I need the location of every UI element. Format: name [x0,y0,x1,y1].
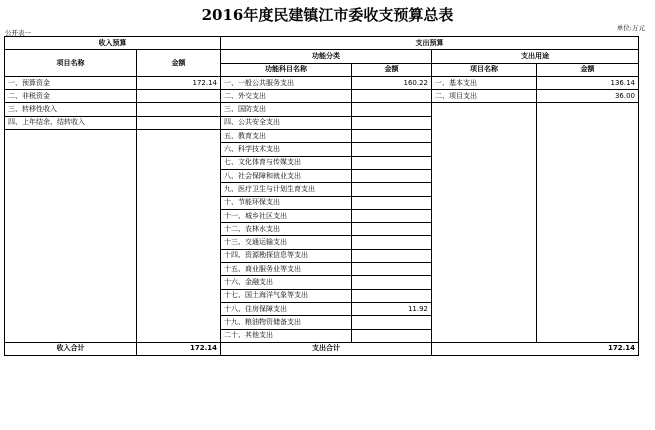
income-item-name-header: 项目名称 [5,50,137,77]
income-item-amount: 172.14 [137,76,221,89]
doc-number: 公开表一 [5,29,31,37]
unit-label: 单位:万元 [616,24,645,32]
func-item-amount [352,103,432,116]
income-empty-cell [5,130,137,343]
func-item-name: 十一、城乡社区支出 [221,209,352,222]
income-item-name: 四、上年结余、结转收入 [5,116,137,129]
func-item-name: 五、教育支出 [221,130,352,143]
func-item-amount [352,143,432,156]
income-total-label: 收入合计 [5,342,137,355]
func-item-name: 十五、商业服务业等支出 [221,263,352,276]
expense-use-header: 支出用途 [432,50,639,63]
income-item-name: 三、转移性收入 [5,103,137,116]
use-item-name: 一、基本支出 [432,76,537,89]
func-item-amount [352,183,432,196]
func-item-amount [352,316,432,329]
func-item-name: 二十、其他支出 [221,329,352,342]
func-item-amount [352,263,432,276]
func-item-amount [352,329,432,342]
func-item-name: 七、文化体育与传媒支出 [221,156,352,169]
func-item-name: 十二、农林水支出 [221,223,352,236]
use-item-amount: 36.00 [537,90,639,103]
func-amount-header: 金额 [352,63,432,76]
income-item-amount [137,116,221,129]
expense-section-header: 支出预算 [221,37,639,50]
use-empty-cell [537,103,639,342]
func-item-name: 十七、国土海洋气象等支出 [221,289,352,302]
func-item-amount: 160.22 [352,76,432,89]
table-row [5,103,639,116]
use-item-amount: 136.14 [537,76,639,89]
income-item-name: 二、非税资金 [5,90,137,103]
func-item-name: 二、外交支出 [221,90,352,103]
func-item-amount [352,130,432,143]
income-item-amount [137,90,221,103]
income-empty-cell [137,130,221,343]
func-item-name: 一、一般公共服务支出 [221,76,352,89]
func-item-amount [352,249,432,262]
expense-total-value: 172.14 [432,342,639,355]
func-item-amount [352,289,432,302]
income-amount-header: 金额 [137,50,221,77]
func-item-amount: 11.92 [352,302,432,315]
income-item-amount [137,103,221,116]
use-item-name-header: 项目名称 [432,63,537,76]
income-section-header: 收入预算 [5,37,221,50]
func-item-name: 十四、资源勘探信息等支出 [221,249,352,262]
func-item-amount [352,196,432,209]
table-row [5,90,639,103]
func-item-name: 十、节能环保支出 [221,196,352,209]
func-item-amount [352,236,432,249]
func-item-amount [352,223,432,236]
func-item-amount [352,90,432,103]
income-item-name: 一、预算资金 [5,76,137,89]
func-item-amount [352,156,432,169]
func-category-header: 功能分类 [221,50,432,63]
func-item-name: 十八、住房保障支出 [221,302,352,315]
income-total-value: 172.14 [137,342,221,355]
func-item-amount [352,209,432,222]
func-item-name: 十三、交通运输支出 [221,236,352,249]
func-item-name: 十九、粮油物资储备支出 [221,316,352,329]
func-item-name: 十六、金融支出 [221,276,352,289]
func-item-amount [352,276,432,289]
budget-table [4,36,639,356]
use-amount-header: 金额 [537,63,639,76]
expense-total-label: 支出合计 [221,342,432,355]
func-item-name: 九、医疗卫生与计划生育支出 [221,183,352,196]
func-item-name: 四、公共安全支出 [221,116,352,129]
func-item-amount [352,116,432,129]
use-empty-cell [432,103,537,342]
table-row [5,76,639,89]
page-title: 2016年度民建镇江市委收支预算总表 [201,6,454,24]
use-item-name: 二、项目支出 [432,90,537,103]
func-item-amount [352,169,432,182]
func-item-name-header: 功能科目名称 [221,63,352,76]
func-item-name: 八、社会保障和就业支出 [221,169,352,182]
func-item-name: 六、科学技术支出 [221,143,352,156]
func-item-name: 三、国防支出 [221,103,352,116]
